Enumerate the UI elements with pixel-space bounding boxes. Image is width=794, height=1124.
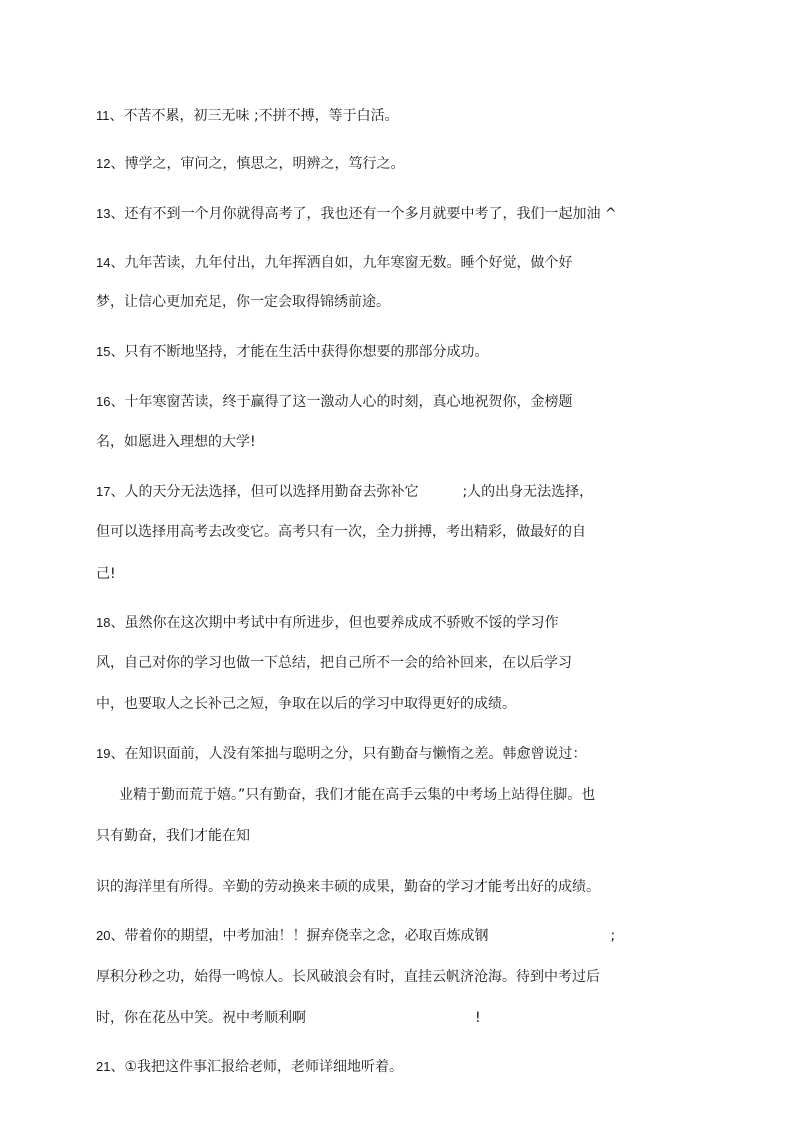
item-separator: 、 — [110, 746, 125, 762]
item-text: 识的海洋里有所得。辛勤的劳动换来丰硕的成果，勤奋的学习才能考出好的成绩。 — [96, 879, 600, 895]
item-text: 梦，让信心更加充足，你一定会取得锦绣前途。 — [96, 294, 390, 310]
item-number: 14 — [96, 255, 111, 270]
item-number: 18 — [96, 615, 111, 630]
item-11 — [96, 106, 399, 126]
item-21 — [96, 1057, 403, 1077]
item-14 — [96, 253, 572, 273]
item-14-line-2 — [96, 292, 390, 312]
item-text: 十年寒窗苦读，终于赢得了这一激动人心的时刻，真心地祝贺你，金榜题 — [124, 394, 573, 410]
item-17 — [96, 482, 593, 502]
item-number: 19 — [96, 746, 111, 761]
item-number: 15 — [96, 344, 111, 359]
item-separator: 、 — [110, 1059, 125, 1075]
item-text: 名，如愿进入理想的大学! — [96, 434, 256, 450]
item-18-line-3 — [96, 694, 516, 714]
item-15 — [96, 342, 488, 362]
item-text: 九年苦读，九年付出，九年挥洒自如，九年寒窗无数。睡个好觉，做个好 — [124, 255, 573, 271]
item-20-line-2 — [96, 967, 600, 987]
item-number: 13 — [96, 206, 111, 221]
item-text-continued: ; — [610, 928, 616, 944]
item-text: ①我把这件事汇报给老师，老师详细地听着。 — [124, 1059, 404, 1075]
item-text: 带着你的期望，中考加油！！摒弃侥幸之念，必取百炼成钢 — [124, 928, 489, 944]
item-number: 11 — [96, 108, 110, 123]
item-17-line-3 — [96, 564, 116, 584]
item-text: 中，也要取人之长补己之短，争取在以后的学习中取得更好的成绩。 — [96, 696, 516, 712]
item-text-continued: ! — [475, 1010, 481, 1026]
item-20 — [96, 926, 615, 946]
item-number: 20 — [96, 928, 111, 943]
item-text: 但可以选择用高考去改变它。高考只有一次，全力拼搏，考出精彩，做最好的自 — [96, 524, 586, 540]
item-separator: 、 — [110, 156, 125, 172]
item-19-line-2 — [119, 785, 595, 805]
item-number: 16 — [96, 394, 111, 409]
item-18-line-2 — [96, 653, 572, 673]
item-separator: 、 — [110, 928, 125, 944]
item-16-line-2 — [96, 432, 256, 452]
item-text: 在知识面前，人没有笨拙与聪明之分，只有勤奋与懒惰之差。韩愈曾说过： — [124, 746, 587, 762]
item-19-line-4 — [96, 877, 600, 897]
item-text: 博学之，审问之，慎思之，明辨之，笃行之。 — [124, 156, 405, 172]
item-text: 己! — [96, 566, 116, 582]
item-text: 风，自己对你的学习也做一下总结，把自己所不一会的给补回来，在以后学习 — [96, 655, 572, 671]
item-separator: 、 — [109, 108, 124, 124]
item-19 — [96, 744, 586, 764]
item-text: 时，你在花丛中笑。祝中考顺利啊 — [96, 1010, 306, 1026]
item-separator: 、 — [110, 394, 125, 410]
item-text-continued: ;人的出身无法选择， — [462, 484, 594, 500]
item-20-line-3 — [96, 1008, 481, 1028]
item-text: 虽然你在这次期中考试中有所进步，但也要养成成不骄败不馁的学习作 — [124, 615, 559, 631]
item-18 — [96, 613, 558, 633]
item-text: 人的天分无法选择，但可以选择用勤奋去弥补它 — [124, 484, 419, 500]
item-text: 业精于勤而荒于嬉。”只有勤奋，我们才能在高手云集的中考场上站得住脚。也 — [119, 787, 596, 803]
item-text: 还有不到一个月你就得高考了，我也还有一个多月就要中考了，我们一起加油 ^ — [124, 206, 617, 222]
item-number: 17 — [96, 484, 111, 499]
item-text: 只有勤奋，我们才能在知 — [96, 828, 250, 844]
item-text: 厚积分秒之功，始得一鸣惊人。长风破浪会有时，直挂云帆济沧海。待到中考过后 — [96, 969, 600, 985]
item-text: 不苦不累，初三无味 ;不拼不搏，等于白活。 — [123, 108, 399, 124]
item-separator: 、 — [110, 615, 125, 631]
item-16 — [96, 392, 572, 412]
item-12 — [96, 154, 404, 174]
item-separator: 、 — [110, 255, 125, 271]
item-19-line-3 — [96, 826, 250, 846]
item-17-line-2 — [96, 522, 586, 542]
item-separator: 、 — [110, 344, 125, 360]
item-number: 21 — [96, 1059, 111, 1074]
item-text: 只有不断地坚持，才能在生活中获得你想要的那部分成功。 — [124, 344, 489, 360]
item-13 — [96, 204, 617, 224]
item-separator: 、 — [110, 206, 125, 222]
item-number: 12 — [96, 156, 111, 171]
item-separator: 、 — [110, 484, 125, 500]
